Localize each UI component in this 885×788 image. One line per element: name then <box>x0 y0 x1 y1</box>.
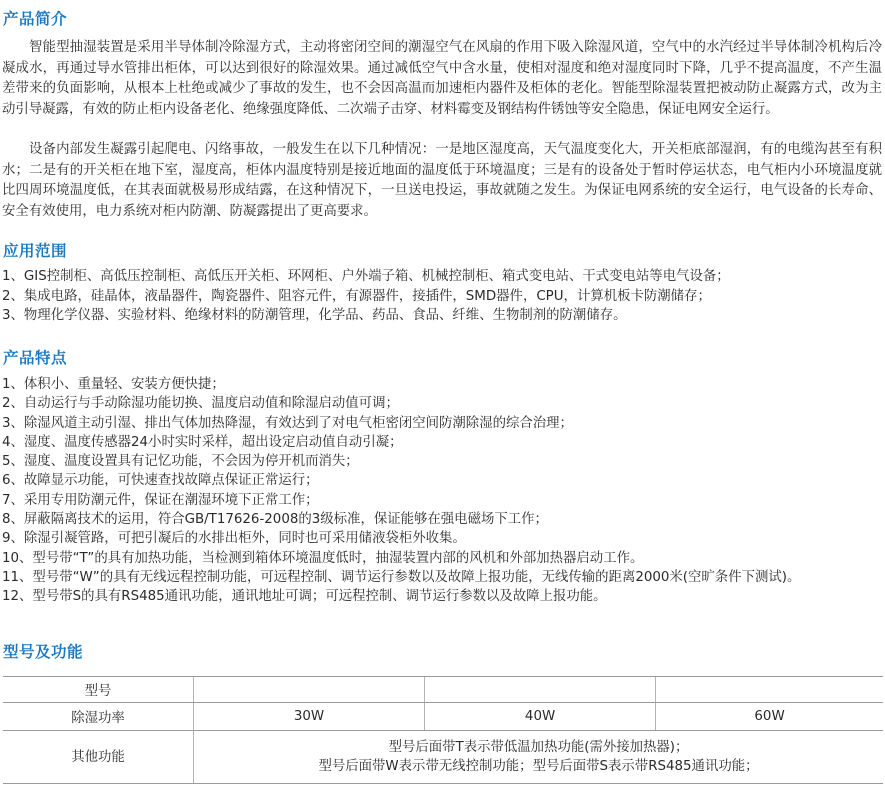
intro-paragraph-1: 智能型抽湿装置是采用半导体制冷除湿方式，主动将密闭空间的潮湿空气在风扇的作用下吸入除湿风道，空气中的水汽经过半导体制冷机构后冷凝成水，再通过导水管排出柜体，可以达到很好的除湿效果。通过减低空气中含水量，使相对湿度和绝对湿度同时下降，几乎不提高温度，不产生温差带来的负面影响，从根本上杜绝或减少了事故的发生，也不会因高温而加速柜内器件及柜体的老化。智能型除湿装置把被动防止凝露方式，改为主动引导凝露，有效的防止柜内设备老化、绝缘强度降低、二次端子击穿、材料霉变及钢结构件锈蚀等安全隐患，保证电网安全运行。 <box>2 40 882 117</box>
table-row <box>3 677 883 703</box>
other-function-line: 型号后面带T表示带低温加热功能(需外接加热器)； <box>388 740 689 755</box>
list-item: 1、GIS控制柜、高低压控制柜、高低压开关柜、环网柜、户外端子箱、机械控制柜、箱式变电站、干式变电站等电气设备； <box>2 269 730 284</box>
intro-paragraph-2: 设备内部发生凝露引起爬电、闪络事故，一般发生在以下几种情况：一是地区湿度高，天气温度变化大，开关柜底部湿润，有的电缆沟甚至有积水；二是有的开关柜在地下室，湿度高，柜体内温度特别是接近地面的温度低于环境温度；三是有的设备处于暂时停运状态，电气柜内小环境温度就比四周环境温度低，在其表面就极易形成结露，在这种情况下，一旦送电投运，事故就随之发生。为保证电网系统的安全运行，电气设备的长寿命、安全有效使用，电力系统对柜内防潮、防凝露提出了更高要求。 <box>2 142 882 219</box>
row-label-model: 型号 <box>3 677 194 703</box>
list-item: 11、型号带“W”的具有无线远程控制功能，可远程控制、调节运行参数以及故障上报功能，无线传输的距离2000米(空旷条件下测试)。 <box>2 569 801 585</box>
list-item: 8、屏蔽隔离技术的运用，符合GB/T17626-2008的3级标准，保证能够在强电磁场下工作； <box>2 512 548 528</box>
applications-heading: 应用范围 <box>3 242 68 260</box>
list-item: 9、除湿引凝管路，可把引凝后的水排出柜外，同时也可采用储液袋柜外收集。 <box>2 531 466 547</box>
list-item: 10、型号带“T”的具有加热功能，当检测到箱体环境温度低时，抽湿装置内部的风机和外部加热器启动工作。 <box>2 550 644 566</box>
features-list <box>2 375 882 607</box>
list-item: 12、型号带S的具有RS485通讯功能，通讯地址可调；可远程控制、调节运行参数以及故障上报功能。 <box>2 589 607 605</box>
model-cell <box>194 677 425 703</box>
list-item: 2、自动运行与手动除湿功能切换、温度启动值和除湿启动值可调； <box>2 396 399 412</box>
list-item: 1、体积小、重量轻、安装方便快捷； <box>2 377 225 392</box>
table-row <box>3 731 883 784</box>
list-item: 4、湿度、温度传感器24小时实时采样，超出设定启动值自动引凝； <box>2 434 403 450</box>
list-item: 7、采用专用防潮元件，保证在潮湿环境下正常工作； <box>2 492 319 508</box>
list-item: 3、物理化学仪器、实验材料、绝缘材料的防潮管理，化学品、药品、食品、纤维、生物制剂的防潮储存。 <box>2 308 627 324</box>
row-label-other: 其他功能 <box>3 731 194 784</box>
other-functions-cell <box>194 731 884 784</box>
models-heading: 型号及功能 <box>3 643 84 661</box>
model-cell <box>656 677 883 703</box>
features-heading: 产品特点 <box>3 349 68 367</box>
list-item: 2、集成电路，硅晶体，液晶器件，陶瓷器件、阻容元件，有源器件，接插件，SMD器件，CPU，计算机板卡防潮储存； <box>2 288 711 304</box>
intro-heading: 产品简介 <box>3 10 68 28</box>
power-cell: 30W <box>194 703 425 731</box>
list-item: 3、除湿风道主动引湿、排出气体加热降湿，有效达到了对电气柜密闭空间防潮除湿的综合治理； <box>2 415 573 431</box>
list-item: 6、故障显示功能，可快速查找故障点保证正常运行； <box>2 473 319 489</box>
power-cell: 60W <box>656 703 883 731</box>
model-cell <box>425 677 656 703</box>
power-cell: 40W <box>425 703 656 731</box>
applications-list <box>2 267 882 326</box>
list-item: 5、湿度、温度设置具有记忆功能，不会因为停开机而消失； <box>2 454 359 470</box>
table-row <box>3 703 883 731</box>
row-label-power: 除湿功率 <box>3 703 194 731</box>
other-function-line: 型号后面带W表示带无线控制功能；型号后面带S表示带RS485通讯功能； <box>318 759 759 774</box>
model-table <box>3 676 883 784</box>
